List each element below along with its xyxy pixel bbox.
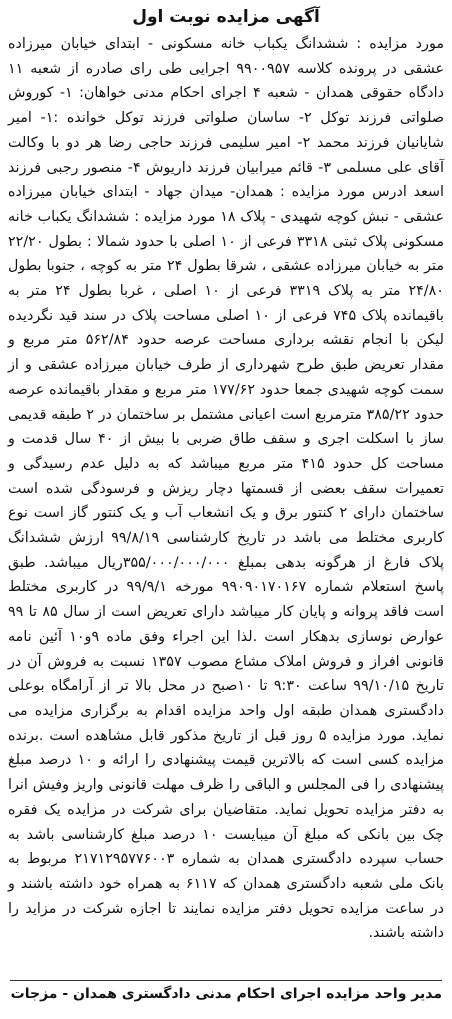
notice-signature: مدیر واحد مزایده اجرای احکام مدنی دادگستری همدان - مزجات [10,986,442,1002]
notice-title: آگهی مزایده نوبت اول [132,7,320,27]
auction-notice [6,6,446,1013]
notice-body: مورد مزایده : ششدانگ یکباب خانه مسکونی - ابتدای خیابان میرزاده عشقی در پرونده کلاسه ۹۹۰۰۹۵۷ اجرایی طی رای صادره از شعبه ۱۱ دادگاه حقوقی همدان - شعبه ۴ اجرای احکام مدنی خواهان: ۱- کوروش صلواتی فرزند توکل ۲- ساسان صلواتی فرزند توکل خوانده :۱- امیر شایانیان فرزند محمد ۲- امیر سلیمی فرزند حاجی رضا هر دو با وکالت آقای علی مسلمی ۳- قائم میرابیان فرزند داریوش ۴- منصور رجبی فرزند اسعد ادرس مورد مزایده : همدان- میدان جهاد - ابتدای خیابان میرزاده عشقی - نبش کوچه شهیدی - پلاک ۱۸ مورد مزایده : ششدانگ یکباب خانه مسکونی پلاک ثبتی ۳۳۱۸ فرعی از ۱۰ اصلی با حدود شمالا : بطول ۲۲/۲۰ متر به خیابان میرزاده عشقی ، شرقا بطول ۲۴ متر به کوچه ، جنوبا بطول ۲۴/۸۰ متر به پلاک ۳۳۱۹ فرعی از ۱۰ اصلی ، غربا بطول ۲۴ متر به باقیمانده پلاک ۷۴۵ فرعی از ۱۰ اصلی مساحت پلاک در سند قید نگردیده لیکن با انجام نقشه برداری مساحت عرصه حدود ۵۶۲/۸۴ متر مربع و مقدار تعریض طبق طرح شهرداری از طرف خیابان میرزاده عشقی و از سمت کوچه شهیدی جمعا حدود ۱۷۷/۶۲ متر مربع و مقدار باقیمانده عرصه حدود ۳۸۵/۲۲ مترمربع است اعیانی مشتمل بر ساختمان در ۲ طبقه قدیمی ساز با اسکلت اجری و سقف طاق ضربی با بیش از ۴۰ سال قدمت و مساحت کل حدود ۴۱۵ متر مربع میباشد که به دلیل عدم رسیدگی و تعمیرات سقف بعضی از قسمتها دچار ریزش و فرسودگی شده است ساختمان دارای ۲ کنتور برق و یک انشعاب آب و یک کنتور گاز است نوع کاربری مختلط می باشد در تاریخ کارشناسی ۹۹/۸/۱۹ ارزش ششدانگ پلاک فارغ از هرگونه بدهی بمبلغ ۳۵۵/۰۰۰/۰۰۰/۰۰۰ریال میباشد. طبق پاسخ استعلام شماره ۹۹۰۹۰۱۷۰۱۶۷ مورخه ۹۹/۹/۱ در کاربری مختلط است فاقد پروانه و پایان کار میباشد دارای تعریض است از سال ۸۵ تا ۹۹ عوارض نوسازی بدهکار است .لذا این اجراء وفق ماده ۹و۱۰ آئین نامه قانونی افراز و فروش املاک مشاع مصوب ۱۳۵۷ نسبت به فروش آن در تاریخ ۹۹/۱۰/۱۵ ساعت ۹:۳۰ تا ۱۰صبح در محل بالا تر از آرامگاه بوعلی دادگستری همدان طبقه اول واحد مزایده اقدام به برگزاری مزایده می نماید. مورد مزایده ۵ روز قبل از تاریخ مذکور قابل مشاهده است .برنده مزایده کسی است که بالاترین قیمت پیشنهادی را ارائه و ۱۰ درصد مبلغ پیشنهادی را فی المجلس و الباقی را ظرف مهلت قانونی واریز وفیش انرا به دفتر مزایده تحویل نماید. متقاضیان برای شرکت در مزایده یک فقره چک بین بانکی که مبلغ آن میبایست ۱۰ درصد مبلغ کارشناسی باشد به حساب سپرده دادگستری همدان به شماره ۲۱۷۱۲۹۵۷۷۶۰۰۳ مربوط به بانک ملی شعبه دادگستری همدان که ۶۱۱۷ به همراه خود داشته باشند و در ساعت مزایده تحویل دفتر مزایده نمایند تا اجازه شرکت در مزاید را داشته باشند. [8,36,445,942]
